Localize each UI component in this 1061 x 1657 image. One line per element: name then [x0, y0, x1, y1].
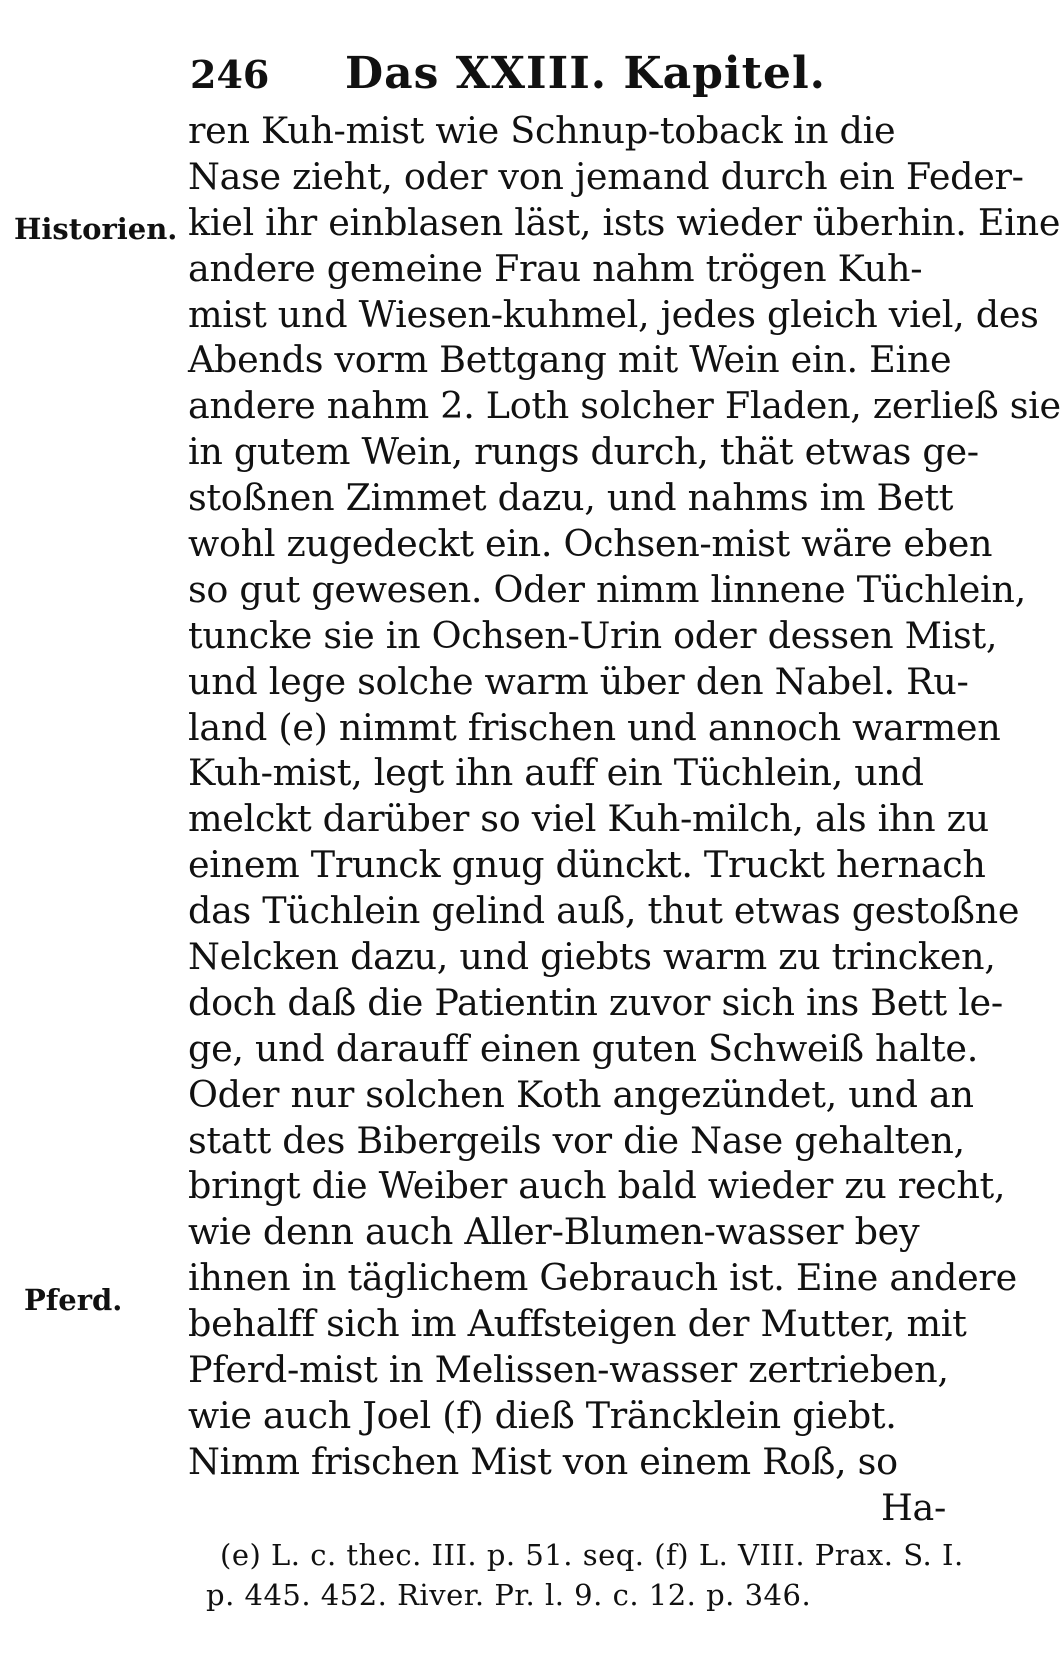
text-line: Kuh-mist, legt ihn auff ein Tüchlein, und [188, 751, 924, 795]
text-line: wohl zugedeckt ein. Ochsen-mist wäre eben [188, 522, 993, 566]
text-line: das Tüchlein gelind auß, thut etwas gestoßne [188, 889, 1020, 933]
margin-note-pferd: Pferd. [24, 1283, 123, 1317]
body-text [188, 108, 1061, 1531]
text-line: statt des Bibergeils vor die Nase gehalten, [188, 1118, 965, 1162]
footnotes [206, 1535, 980, 1615]
text-line: bringt die Weiber auch bald wieder zu recht, [188, 1164, 1006, 1208]
text-line: kiel ihr einblasen läst, ists wieder überhin. Eine [188, 200, 1061, 244]
text-line: Oder nur solchen Koth angezündet, und an [188, 1072, 974, 1116]
page-header [180, 48, 830, 104]
text-line: Nase zieht, oder von jemand durch ein Feder- [188, 154, 1024, 198]
margin-note-historien: Historien. [14, 212, 178, 246]
text-line: Nimm frischen Mist von einem Roß, so [188, 1439, 898, 1483]
text-line: in gutem Wein, rungs durch, thät etwas ge- [188, 430, 979, 474]
text-line: so gut gewesen. Oder nimm linnene Tüchlein, [188, 567, 1026, 611]
text-line: melckt darüber so viel Kuh-milch, als ihn zu [188, 797, 989, 841]
text-line: und lege solche warm über den Nabel. Ru- [188, 659, 969, 703]
text-line: einem Trunck gnug dünckt. Truckt hernach [188, 843, 986, 887]
text-line: ren Kuh-mist wie Schnup-toback in die [188, 109, 896, 152]
page-number: 246 [190, 52, 270, 97]
text-line: Abends vorm Bettgang mit Wein ein. Eine [188, 338, 952, 382]
text-line: ge, und darauff einen guten Schweiß halte. [188, 1026, 979, 1070]
running-title: Das XXIII. Kapitel. [345, 48, 826, 99]
catchword: Ha- [880, 1485, 946, 1529]
text-line: mist und Wiesen-kuhmel, jedes gleich viel, des [188, 292, 1039, 336]
text-line: Pferd-mist in Melissen-wasser zertrieben, [188, 1348, 949, 1392]
text-line: behalff sich im Auffsteigen der Mutter, mit [188, 1302, 967, 1346]
text-line: tuncke sie in Ochsen-Urin oder dessen Mist, [188, 613, 998, 657]
text-line: ihnen in täglichem Gebrauch ist. Eine andere [188, 1256, 1017, 1300]
footnote-line: (e) L. c. thec. III. p. 51. seq. (f) L. VIII. Prax. S. I. [220, 1538, 964, 1572]
text-line: wie denn auch Aller-Blumen-wasser bey [188, 1210, 920, 1254]
text-line: andere gemeine Frau nahm trögen Kuh- [188, 246, 923, 290]
text-line: land (e) nimmt frischen und annoch warmen [188, 705, 1001, 749]
text-line: doch daß die Patientin zuvor sich ins Bett le- [188, 980, 1003, 1024]
text-line: andere nahm 2. Loth solcher Fladen, zerließ sie [188, 384, 1061, 428]
text-line: stoßnen Zimmet dazu, und nahms im Bett [188, 476, 954, 520]
text-line: wie auch Joel (f) dieß Träncklein giebt. [188, 1393, 897, 1437]
text-line: Nelcken dazu, und giebts warm zu trincken, [188, 935, 996, 979]
footnote-line: p. 445. 452. River. Pr. l. 9. c. 12. p. 346. [206, 1578, 812, 1612]
